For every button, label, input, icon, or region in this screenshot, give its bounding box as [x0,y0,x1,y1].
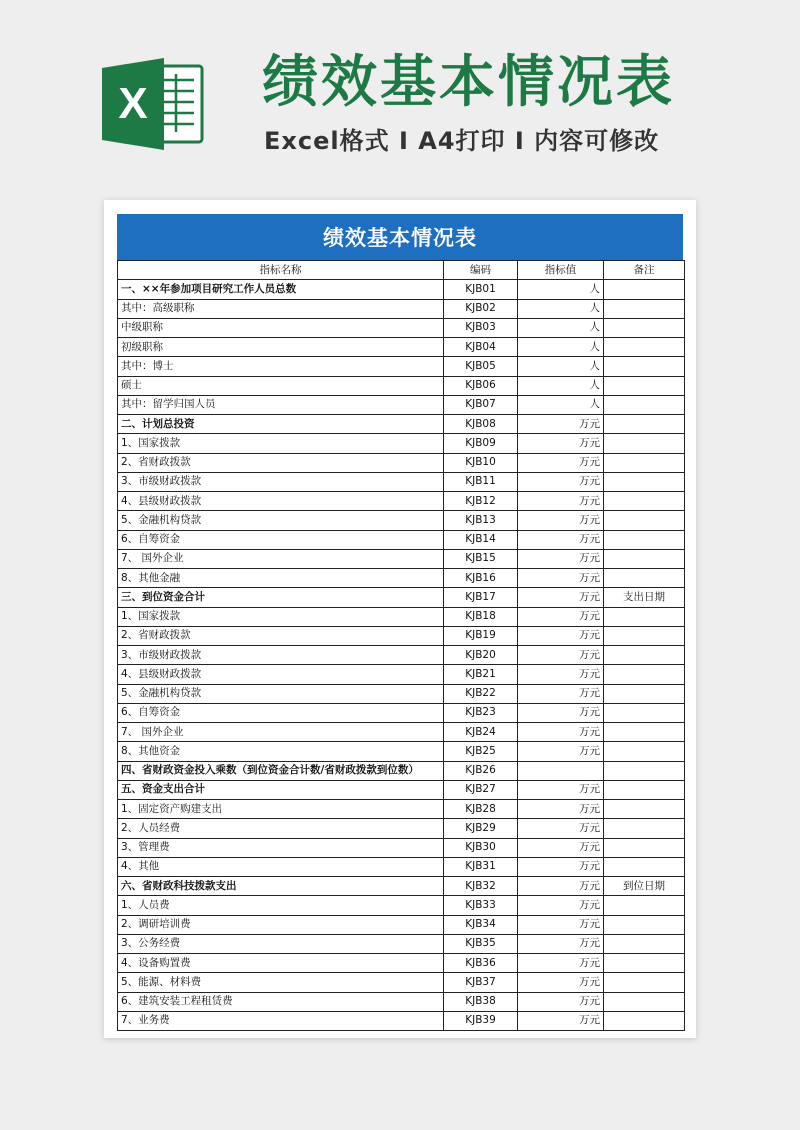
indicator-name-cell[interactable]: 5、金融机构贷款 [118,511,444,530]
table-row [118,703,685,722]
indicator-name-cell[interactable]: 8、其他资金 [118,742,444,761]
code-cell[interactable]: KJB39 [444,1011,518,1030]
note-cell[interactable] [604,1011,685,1030]
table-row [118,376,685,395]
indicator-name-cell[interactable]: 1、人员费 [118,896,444,915]
value-unit-cell[interactable]: 万元 [518,838,604,857]
indicator-name-cell[interactable]: 六、省财政科技拨款支出 [118,877,444,896]
note-cell[interactable] [604,954,685,973]
indicator-name-cell[interactable]: 2、省财政拨款 [118,453,444,472]
code-cell[interactable]: KJB16 [444,569,518,588]
table-row [118,607,685,626]
table-row [118,742,685,761]
indicator-name-cell[interactable]: 2、省财政拨款 [118,626,444,645]
code-cell[interactable]: KJB11 [444,472,518,491]
table-row [118,280,685,299]
indicator-name-cell[interactable]: 7、 国外企业 [118,723,444,742]
indicator-name-cell[interactable]: 其中：留学归国人员 [118,395,444,414]
code-cell[interactable]: KJB31 [444,857,518,876]
indicator-name-cell[interactable]: 三、到位资金合计 [118,588,444,607]
code-cell[interactable]: KJB29 [444,819,518,838]
value-unit-cell[interactable]: 万元 [518,511,604,530]
indicator-name-cell[interactable]: 四、省财政资金投入乘数（到位资金合计数/省财政拨款到位数） [118,761,444,780]
indicator-name-cell[interactable]: 2、调研培训费 [118,915,444,934]
code-cell[interactable]: KJB28 [444,800,518,819]
column-header-name: 指标名称 [118,261,444,280]
code-cell[interactable]: KJB02 [444,299,518,318]
indicator-name-cell[interactable]: 五、资金支出合计 [118,780,444,799]
code-cell[interactable]: KJB18 [444,607,518,626]
value-unit-cell[interactable]: 万元 [518,819,604,838]
performance-table [117,260,685,1031]
table-row [118,780,685,799]
svg-text:X: X [118,79,148,128]
value-unit-cell[interactable]: 人 [518,376,604,395]
table-row [118,992,685,1011]
table-row [118,954,685,973]
table-row [118,549,685,568]
note-cell[interactable] [604,318,685,337]
table-row [118,915,685,934]
note-cell[interactable] [604,357,685,376]
table-row [118,646,685,665]
code-cell[interactable]: KJB14 [444,530,518,549]
code-cell[interactable]: KJB22 [444,684,518,703]
table-row [118,395,685,414]
table-row [118,800,685,819]
table-row [118,626,685,645]
indicator-name-cell[interactable]: 4、县级财政拨款 [118,665,444,684]
indicator-name-cell[interactable]: 3、市级财政拨款 [118,472,444,491]
note-cell[interactable] [604,761,685,780]
table-row [118,838,685,857]
value-unit-cell[interactable]: 万元 [518,1011,604,1030]
indicator-name-cell[interactable]: 3、公务经费 [118,934,444,953]
note-cell[interactable] [604,530,685,549]
table-row [118,857,685,876]
table-row [118,511,685,530]
indicator-name-cell[interactable]: 其中：高级职称 [118,299,444,318]
table-row [118,299,685,318]
note-cell[interactable] [604,626,685,645]
value-unit-cell[interactable]: 万元 [518,684,604,703]
indicator-name-cell[interactable]: 4、其他 [118,857,444,876]
code-cell[interactable]: KJB12 [444,492,518,511]
table-row [118,819,685,838]
indicator-name-cell[interactable]: 8、其他金融 [118,569,444,588]
code-cell[interactable]: KJB03 [444,318,518,337]
note-cell[interactable] [604,973,685,992]
indicator-name-cell[interactable]: 6、自筹资金 [118,530,444,549]
value-unit-cell[interactable]: 万元 [518,588,604,607]
code-cell[interactable]: KJB30 [444,838,518,857]
page-subtitle: Excel格式 Ⅰ A4打印 Ⅰ 内容可修改 [264,127,660,155]
value-unit-cell[interactable]: 万元 [518,434,604,453]
value-unit-cell[interactable]: 万元 [518,549,604,568]
table-body [118,280,685,1031]
value-unit-cell[interactable]: 万元 [518,607,604,626]
value-unit-cell[interactable]: 万元 [518,800,604,819]
indicator-name-cell[interactable]: 硕士 [118,376,444,395]
indicator-name-cell[interactable]: 6、自筹资金 [118,703,444,722]
note-cell[interactable]: 支出日期 [604,588,685,607]
code-cell[interactable]: KJB33 [444,896,518,915]
value-unit-cell[interactable]: 万元 [518,646,604,665]
note-cell[interactable]: 到位日期 [604,877,685,896]
code-cell[interactable]: KJB23 [444,703,518,722]
excel-icon [102,58,204,150]
note-cell[interactable] [604,915,685,934]
code-cell[interactable]: KJB05 [444,357,518,376]
code-cell[interactable]: KJB24 [444,723,518,742]
note-cell[interactable] [604,492,685,511]
indicator-name-cell[interactable]: 2、人员经费 [118,819,444,838]
value-unit-cell[interactable]: 万元 [518,857,604,876]
code-cell[interactable]: KJB17 [444,588,518,607]
value-unit-cell[interactable]: 万元 [518,915,604,934]
value-unit-cell[interactable]: 万元 [518,665,604,684]
value-unit-cell[interactable]: 万元 [518,992,604,1011]
note-cell[interactable] [604,472,685,491]
note-cell[interactable] [604,376,685,395]
value-unit-cell[interactable]: 万元 [518,780,604,799]
table-row [118,896,685,915]
value-unit-cell[interactable]: 人 [518,318,604,337]
value-unit-cell[interactable]: 人 [518,395,604,414]
table-row [118,318,685,337]
sheet-title: 绩效基本情况表 [117,214,683,260]
table-row [118,530,685,549]
code-cell[interactable]: KJB01 [444,280,518,299]
note-cell[interactable] [604,934,685,953]
indicator-name-cell[interactable]: 一、××年参加项目研究工作人员总数 [118,280,444,299]
value-unit-cell[interactable]: 万元 [518,742,604,761]
code-cell[interactable]: KJB25 [444,742,518,761]
note-cell[interactable] [604,992,685,1011]
indicator-name-cell[interactable]: 4、县级财政拨款 [118,492,444,511]
table-header-row [118,261,685,280]
indicator-name-cell[interactable]: 7、 国外企业 [118,549,444,568]
page-title: 绩效基本情况表 [262,50,675,115]
spreadsheet-page [104,200,696,1038]
note-cell[interactable] [604,857,685,876]
value-unit-cell[interactable]: 万元 [518,954,604,973]
note-cell[interactable] [604,703,685,722]
note-cell[interactable] [604,415,685,434]
indicator-name-cell[interactable]: 3、管理费 [118,838,444,857]
value-unit-cell[interactable]: 万元 [518,453,604,472]
indicator-name-cell[interactable]: 1、国家拨款 [118,607,444,626]
note-cell[interactable] [604,665,685,684]
code-cell[interactable]: KJB38 [444,992,518,1011]
code-cell[interactable]: KJB26 [444,761,518,780]
code-cell[interactable]: KJB37 [444,973,518,992]
note-cell[interactable] [604,800,685,819]
table-row [118,588,685,607]
indicator-name-cell[interactable]: 6、建筑安装工程租赁费 [118,992,444,1011]
table-row [118,877,685,896]
note-cell[interactable] [604,646,685,665]
value-unit-cell[interactable]: 万元 [518,703,604,722]
table-row [118,723,685,742]
code-cell[interactable]: KJB07 [444,395,518,414]
note-cell[interactable] [604,280,685,299]
column-header-value: 指标值 [518,261,604,280]
value-unit-cell[interactable]: 万元 [518,934,604,953]
indicator-name-cell[interactable]: 中级职称 [118,318,444,337]
indicator-name-cell[interactable]: 5、能源、材料费 [118,973,444,992]
indicator-name-cell[interactable]: 二、计划总投资 [118,415,444,434]
note-cell[interactable] [604,819,685,838]
value-unit-cell[interactable]: 万元 [518,569,604,588]
table-row [118,569,685,588]
indicator-name-cell[interactable]: 4、设备购置费 [118,954,444,973]
value-unit-cell[interactable]: 人 [518,338,604,357]
column-header-code: 编码 [444,261,518,280]
indicator-name-cell[interactable]: 1、固定资产购建支出 [118,800,444,819]
code-cell[interactable]: KJB06 [444,376,518,395]
table-row [118,492,685,511]
value-unit-cell[interactable]: 万元 [518,492,604,511]
code-cell[interactable]: KJB04 [444,338,518,357]
header-banner [0,0,800,185]
note-cell[interactable] [604,780,685,799]
code-cell[interactable]: KJB15 [444,549,518,568]
note-cell[interactable] [604,896,685,915]
value-unit-cell[interactable]: 万元 [518,530,604,549]
code-cell[interactable]: KJB36 [444,954,518,973]
table-row [118,472,685,491]
indicator-name-cell[interactable]: 5、金融机构贷款 [118,684,444,703]
indicator-name-cell[interactable]: 7、业务费 [118,1011,444,1030]
note-cell[interactable] [604,742,685,761]
table-row [118,761,685,780]
value-unit-cell[interactable] [518,761,604,780]
note-cell[interactable] [604,338,685,357]
value-unit-cell[interactable]: 万元 [518,896,604,915]
value-unit-cell[interactable]: 人 [518,357,604,376]
note-cell[interactable] [604,838,685,857]
code-cell[interactable]: KJB09 [444,434,518,453]
value-unit-cell[interactable]: 人 [518,299,604,318]
table-row [118,434,685,453]
code-cell[interactable]: KJB34 [444,915,518,934]
table-row [118,934,685,953]
table-row [118,338,685,357]
note-cell[interactable] [604,549,685,568]
code-cell[interactable]: KJB19 [444,626,518,645]
value-unit-cell[interactable]: 万元 [518,877,604,896]
code-cell[interactable]: KJB08 [444,415,518,434]
note-cell[interactable] [604,511,685,530]
table-row [118,357,685,376]
note-cell[interactable] [604,607,685,626]
note-cell[interactable] [604,453,685,472]
value-unit-cell[interactable]: 万元 [518,472,604,491]
table-row [118,973,685,992]
value-unit-cell[interactable]: 万元 [518,723,604,742]
table-row [118,665,685,684]
indicator-name-cell[interactable]: 3、市级财政拨款 [118,646,444,665]
value-unit-cell[interactable]: 万元 [518,973,604,992]
indicator-name-cell[interactable]: 其中：博士 [118,357,444,376]
value-unit-cell[interactable]: 万元 [518,626,604,645]
note-cell[interactable] [604,395,685,414]
table-row [118,1011,685,1030]
code-cell[interactable]: KJB20 [444,646,518,665]
code-cell[interactable]: KJB13 [444,511,518,530]
indicator-name-cell[interactable]: 1、国家拨款 [118,434,444,453]
note-cell[interactable] [604,684,685,703]
code-cell[interactable]: KJB27 [444,780,518,799]
code-cell[interactable]: KJB10 [444,453,518,472]
note-cell[interactable] [604,299,685,318]
note-cell[interactable] [604,569,685,588]
table-row [118,453,685,472]
code-cell[interactable]: KJB35 [444,934,518,953]
table-row [118,684,685,703]
value-unit-cell[interactable]: 万元 [518,415,604,434]
indicator-name-cell[interactable]: 初级职称 [118,338,444,357]
code-cell[interactable]: KJB21 [444,665,518,684]
code-cell[interactable]: KJB32 [444,877,518,896]
value-unit-cell[interactable]: 人 [518,280,604,299]
table-row [118,415,685,434]
note-cell[interactable] [604,434,685,453]
note-cell[interactable] [604,723,685,742]
column-header-note: 备注 [604,261,685,280]
